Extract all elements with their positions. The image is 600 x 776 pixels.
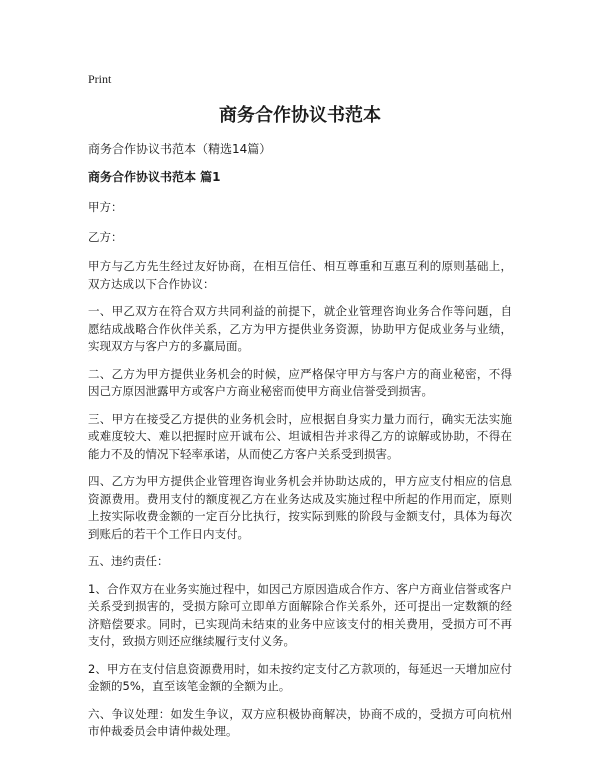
paragraph-clause-2: 二、乙方为甲方提供业务机会的时候，应严格保守甲方与客户方的商业秘密，不得因己方原因泄露甲方或客户方商业秘密而使甲方商业信誉受到损害。: [88, 366, 512, 398]
print-link[interactable]: Print: [88, 72, 112, 86]
paragraph-clause-3: 三、甲方在接受乙方提供的业务机会时，应根据自身实力量力而行，确实无法实施或难度较大、难以把握时应开诚布公、坦诚相告并求得乙方的谅解或协助，不得在能力不及的情况下轻率承诺，从而使乙方客户关系受到损害。: [88, 411, 512, 461]
paragraph-clause-6: 六、争议处理：如发生争议，双方应积极协商解决，协商不成的，受损方可向杭州市仲裁委员会申请仲裁处理。: [88, 706, 512, 738]
party-b-line: 乙方：: [88, 229, 123, 244]
paragraph-clause-5-2: 2、甲方在支付信息资源费用时，如未按约定支付乙方款项的，每延迟一天增加应付金额的5%，直至该笔金额的全额为止。: [88, 661, 512, 693]
paragraph-clause-5-1: 1、合作双方在业务实施过程中，如因己方原因造成合作方、客户方商业信誉或客户关系受到损害的，受损方除可立即单方面解除合作关系外，还可提出一定数额的经济赔偿要求。同时，已实现尚未结束的业务中应该支付的相关费用，受损方可不再支付，致损方则还应继续履行支付义务。: [88, 581, 512, 648]
paragraph-clause-5-heading: 五、违约责任：: [88, 554, 169, 568]
page-title: 商务合作协议书范本: [219, 105, 381, 126]
paragraph-clause-1: 一、甲乙双方在符合双方共同利益的前提下，就企业管理咨询业务合作等问题，自愿结成战略合作伙伴关系，乙方为甲方提供业务资源，协助甲方促成业务与业绩，实现双方与客户方的多赢局面。: [88, 304, 512, 353]
paragraph-clause-4: 四、乙方为甲方提供企业管理咨询业务机会并协助达成的，甲方应支付相应的信息资源费用。费用支付的额度视乙方在业务达成及实施过程中所起的作用而定，原则上按实际收费金额的一定百分比执行，按实际到账的阶段与金额支付，具体为每次到账后的若干个工作日内支付。: [88, 474, 512, 541]
document-subtitle: 商务合作协议书范本（精选14篇）: [88, 142, 272, 156]
section-heading: 商务合作协议书范本 篇1: [88, 170, 221, 184]
party-a-line: 甲方：: [88, 200, 123, 214]
paragraph-intro: 甲方与乙方先生经过友好协商，在相互信任、相互尊重和互惠互利的原则基础上，双方达成以下合作协议：: [88, 259, 512, 291]
